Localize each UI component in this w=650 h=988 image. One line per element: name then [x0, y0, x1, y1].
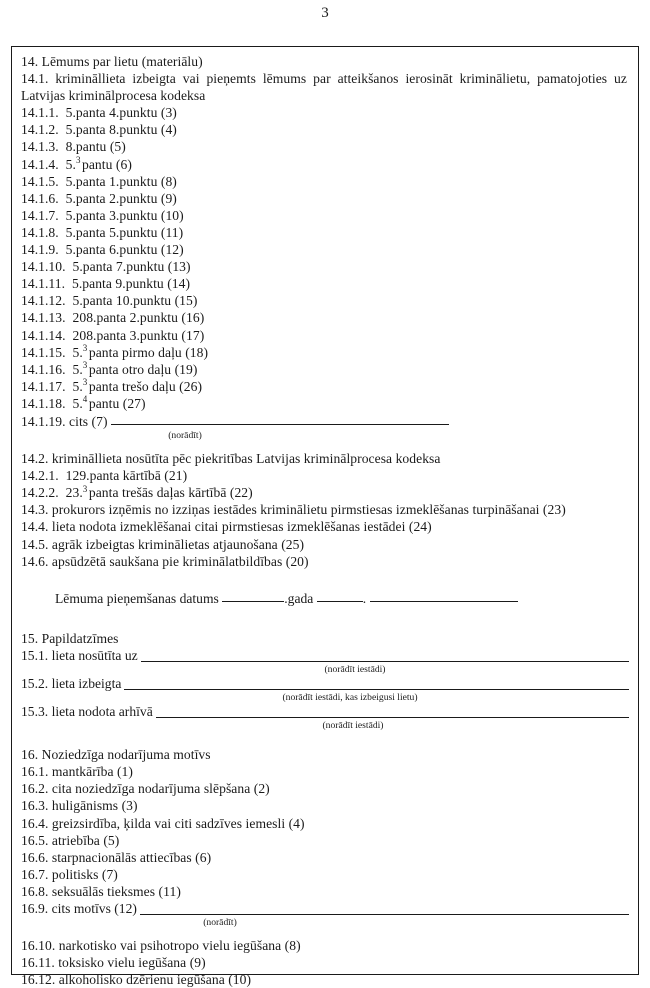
list-item[interactable]	[21, 937, 629, 954]
list-item[interactable]	[21, 954, 629, 971]
item-text-pre: 5.	[72, 361, 83, 377]
superscript: 3	[82, 343, 88, 354]
item-16-9-label: 16.9. cits motīvs (12)	[21, 901, 137, 917]
item-15-3-label: 15.3. lieta nodota arhīvā	[21, 704, 153, 720]
item-14-1-19-blank[interactable]	[111, 412, 449, 425]
spacer	[21, 570, 629, 589]
item-number: 16.4.	[21, 815, 49, 831]
item-text-pre: 5.	[72, 395, 83, 411]
spacer	[21, 731, 629, 746]
superscript: 3	[82, 377, 88, 388]
spacer	[21, 607, 629, 630]
spacer	[21, 441, 629, 450]
list-item[interactable]	[21, 763, 629, 780]
item-text: toksisko vielu iegūšana (9)	[58, 955, 206, 971]
decision-date-row[interactable]	[21, 589, 629, 607]
list-item[interactable]	[21, 190, 629, 207]
item-number: 14.2.1.	[21, 468, 59, 484]
page-number: 3	[321, 5, 329, 21]
item-text: 5.panta 10.punktu (15)	[72, 293, 198, 309]
item-number: 14.1.10.	[21, 259, 66, 275]
item-14-1-19-row[interactable]	[21, 412, 629, 430]
item-text-pre: 5.	[72, 378, 83, 394]
item-number: 14.1.3.	[21, 139, 59, 155]
section-14-heading: 14. Lēmums par lietu (materiālu)	[21, 54, 203, 69]
item-text: 5.panta 5.punktu (11)	[65, 224, 184, 240]
form-box	[11, 46, 639, 988]
section-16-heading: 16. Noziedzīga nodarījuma motīvs	[21, 747, 211, 763]
item-text-pre: 23.	[65, 485, 83, 501]
item-number: 16.5.	[21, 832, 49, 848]
item-text: 5.panta 1.punktu (8)	[65, 173, 177, 189]
item-text-post: pantu (27)	[88, 395, 146, 411]
spacer	[21, 928, 629, 937]
superscript: 4	[82, 394, 88, 405]
item-text: narkotisko vai psihotropo vielu iegūšana (8)	[58, 938, 301, 954]
item-number: 14.1.17.	[21, 378, 66, 394]
item-text: atriebība (5)	[51, 832, 120, 848]
item-number: 14.1.12.	[21, 293, 66, 309]
item-15-2-blank[interactable]	[124, 676, 629, 690]
item-16-9-blank[interactable]	[140, 901, 629, 915]
item-text: seksuālās tieksmes (11)	[51, 883, 181, 899]
item-16-9-caption: (norādīt)	[203, 917, 237, 929]
item-14-2: 14.2. krimināllieta nosūtīta pēc piekritības Latvijas kriminālprocesa kodeksa	[21, 451, 441, 467]
item-15-3-blank[interactable]	[156, 704, 629, 718]
list-item[interactable]	[21, 378, 629, 395]
item-16-9-row[interactable]	[21, 900, 629, 917]
item-number: 14.1.13.	[21, 310, 66, 326]
item-text-pre: 5.	[65, 156, 76, 172]
item-number: 14.1.15.	[21, 344, 66, 360]
decision-date-day-blank[interactable]	[317, 589, 363, 602]
item-text: cita noziedzīga nodarījuma slēpšana (2)	[51, 781, 270, 797]
item-text: mantkārība (1)	[51, 764, 133, 780]
item-15-3-row[interactable]	[21, 703, 629, 720]
decision-date-month-blank[interactable]	[370, 589, 518, 602]
item-14-5[interactable]: 14.5. agrāk izbeigtas kriminālietas atjaunošana (25)	[21, 536, 305, 552]
item-number: 14.1.4.	[21, 156, 59, 172]
section-15-heading: 15. Papildatzīmes	[21, 630, 119, 646]
list-item[interactable]	[21, 971, 629, 988]
list-item[interactable]	[21, 780, 629, 797]
item-15-3-caption: (norādīt iestādi)	[322, 720, 384, 732]
item-number: 14.1.5.	[21, 173, 59, 189]
item-14-6[interactable]: 14.6. apsūdzētā saukšana pie kriminālatbildības (20)	[21, 553, 309, 569]
item-number: 16.2.	[21, 781, 49, 797]
list-item[interactable]	[21, 361, 629, 378]
decision-date-day-suffix: .	[362, 590, 367, 606]
item-text: 5.panta 8.punktu (4)	[65, 122, 177, 138]
item-15-1-row[interactable]	[21, 647, 629, 664]
item-text-post: panta trešās daļas kārtībā (22)	[88, 485, 253, 501]
superscript: 3	[82, 483, 88, 494]
item-text: 5.panta 7.punktu (13)	[72, 259, 191, 275]
item-number: 16.6.	[21, 849, 49, 865]
list-item[interactable]	[21, 138, 629, 155]
list-item[interactable]	[21, 327, 629, 344]
item-15-1-label: 15.1. lieta nosūtīta uz	[21, 647, 138, 663]
item-text: starpnacionālās attiecības (6)	[51, 849, 212, 865]
item-15-2-caption: (norādīt iestādi, kas izbeigusi lietu)	[282, 692, 418, 704]
list-item[interactable]	[21, 275, 629, 292]
list-item[interactable]	[21, 156, 629, 173]
item-number: 14.1.6.	[21, 190, 59, 206]
item-14-4[interactable]: 14.4. lieta nodota izmeklēšanai citai pirmstiesas izmeklēšanas iestādei (24)	[21, 519, 432, 535]
item-text-post: panta trešo daļu (26)	[88, 378, 203, 394]
list-item[interactable]	[21, 104, 629, 121]
item-text: 5.panta 3.punktu (10)	[65, 207, 184, 223]
item-text: 5.panta 6.punktu (12)	[65, 242, 184, 258]
item-text-post: pantu (6)	[82, 156, 132, 172]
list-item[interactable]	[21, 292, 629, 309]
list-item[interactable]	[21, 395, 629, 412]
list-item[interactable]	[21, 344, 629, 361]
section-16-subitem-list-before	[21, 763, 629, 900]
item-text: 208.panta 3.punktu (17)	[72, 327, 205, 343]
list-item[interactable]	[21, 207, 629, 224]
list-item[interactable]	[21, 258, 629, 275]
decision-date-label: Lēmuma pieņemšanas datums	[55, 590, 219, 606]
item-14-1-19-caption: (norādīt)	[168, 430, 202, 442]
item-text: greizsirdība, ķilda vai citi sadzīves iemesli (4)	[51, 815, 305, 831]
item-number: 16.3.	[21, 798, 49, 814]
item-text-post: panta otro daļu (19)	[88, 361, 198, 377]
item-number: 16.7.	[21, 866, 49, 882]
item-14-2-2[interactable]	[21, 484, 629, 501]
list-item[interactable]	[21, 121, 629, 138]
item-text: 129.panta kārtībā (21)	[65, 468, 188, 484]
section-14-1-subitem-list	[21, 104, 629, 412]
item-text-pre: 5.	[72, 344, 83, 360]
item-14-3[interactable]: 14.3. prokurors izņēmis no izziņas iestādes kriminālietu pirmstiesas izmeklēšanas turpināšanai (23)	[21, 502, 566, 518]
item-text-post: panta pirmo daļu (18)	[88, 344, 209, 360]
item-number: 16.12.	[21, 972, 56, 988]
item-14-1-19-label: 14.1.19. cits (7)	[21, 413, 108, 429]
item-number: 14.2.2.	[21, 485, 59, 501]
item-14-1: 14.1. krimināllieta izbeigta vai pieņemts lēmums par atteikšanos ierosināt kriminālietu, pamatojoties uz Latvijas kriminālprocesa kodeksa	[21, 71, 627, 104]
list-item[interactable]	[21, 866, 629, 883]
list-item[interactable]	[21, 241, 629, 258]
item-text: alkoholisko dzērienu iegūšana (10)	[58, 972, 252, 988]
item-number: 16.1.	[21, 764, 49, 780]
section-16-subitem-list-after	[21, 937, 629, 988]
item-number: 16.11.	[21, 955, 55, 971]
list-item[interactable]	[21, 815, 629, 832]
decision-date-year-suffix: .gada	[284, 590, 314, 606]
decision-date-year-blank[interactable]	[222, 589, 284, 602]
superscript: 3	[75, 155, 81, 166]
list-item[interactable]	[21, 883, 629, 900]
item-number: 14.1.7.	[21, 207, 59, 223]
item-text: 208.panta 2.punktu (16)	[72, 310, 205, 326]
item-number: 14.1.14.	[21, 327, 66, 343]
item-number: 14.1.8.	[21, 224, 59, 240]
list-item[interactable]	[21, 849, 629, 866]
item-text: huligānisms (3)	[51, 798, 138, 814]
item-text: 5.panta 2.punktu (9)	[65, 190, 177, 206]
item-number: 14.1.18.	[21, 395, 66, 411]
item-text: 5.panta 9.punktu (14)	[71, 276, 191, 292]
item-14-2-1[interactable]	[21, 467, 629, 484]
list-item[interactable]	[21, 797, 629, 814]
item-number: 14.1.11.	[21, 276, 66, 292]
item-number: 14.1.1.	[21, 105, 59, 121]
item-number: 16.8.	[21, 883, 49, 899]
superscript: 3	[82, 360, 88, 371]
list-item[interactable]	[21, 173, 629, 190]
item-text: politisks (7)	[51, 866, 118, 882]
item-text: 8.pantu (5)	[65, 139, 126, 155]
item-text: 5.panta 4.punktu (3)	[65, 105, 177, 121]
list-item[interactable]	[21, 832, 629, 849]
list-item[interactable]	[21, 309, 629, 326]
list-item[interactable]	[21, 224, 629, 241]
item-number: 14.1.9.	[21, 242, 59, 258]
item-15-2-label: 15.2. lieta izbeigta	[21, 676, 122, 691]
item-number: 16.10.	[21, 938, 56, 954]
item-15-1-blank[interactable]	[141, 648, 629, 662]
item-number: 14.1.2.	[21, 122, 59, 138]
item-15-1-caption: (norādīt iestādi)	[324, 664, 386, 675]
item-15-2-row[interactable]	[21, 675, 629, 692]
item-number: 14.1.16.	[21, 361, 66, 377]
